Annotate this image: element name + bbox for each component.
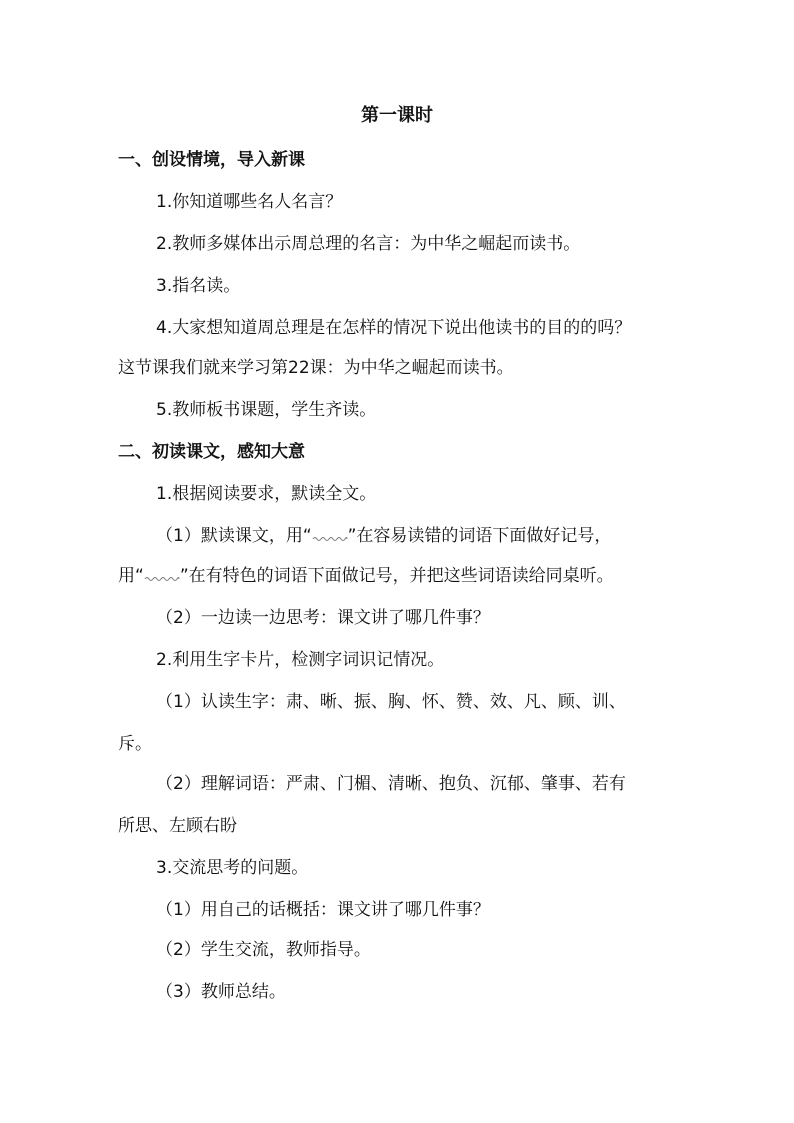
section2-item2-sub1-line1: （1）认读生字：肃、晰、振、胸、怀、赞、效、凡、顾、训、: [156, 692, 626, 712]
wavy-underline-mark: [312, 533, 348, 543]
section1-item1: 1.你知道哪些名人名言？: [156, 192, 343, 212]
section2-item1-sub1-line2: [118, 564, 678, 588]
section2-item3-sub2: （2）学生交流，教师指导。: [156, 940, 371, 960]
wavy-underline-mark: [144, 573, 180, 583]
section2-item1: 1.根据阅读要求，默读全文。: [156, 484, 377, 504]
section1-item2: 2.教师多媒体出示周总理的名言：为中华之崛起而读书。: [156, 234, 581, 254]
sub1-text-b: ”在容易读错的词语下面做好记号，: [347, 526, 612, 546]
section2-heading: 二、初读课文，感知大意: [118, 442, 305, 462]
sub1-text-a: （1）默读课文，用“: [156, 526, 312, 546]
page-title: 第一课时: [361, 105, 433, 126]
section2-item2-sub2-line1: （2）理解词语：严肃、门楣、清晰、抱负、沉郁、肇事、若有: [156, 774, 626, 794]
section1-item3: 3.指名读。: [156, 276, 241, 296]
section2-item2-sub2-line2: 所思、左顾右盼: [118, 816, 237, 836]
section1-item4-line2: 这节课我们就来学习第22课：为中华之崛起而读书。: [118, 358, 514, 378]
section2-item1-sub1-line1: [118, 524, 716, 548]
section1-heading: 一、创设情境，导入新课: [118, 150, 305, 170]
section2-item3-sub3: （3）教师总结。: [156, 982, 286, 1002]
sub1-text-c: 用“: [118, 566, 144, 586]
section2-item3-sub1: （1）用自己的话概括：课文讲了哪几件事？: [156, 900, 490, 920]
section2-item3: 3.交流思考的问题。: [156, 858, 309, 878]
section1-item4-line1: 4.大家想知道周总理是在怎样的情况下说出他读书的目的的吗？: [156, 318, 632, 338]
section2-item2-sub1-line2: 斥。: [118, 734, 152, 754]
section2-item1-sub2: （2）一边读一边思考：课文讲了哪几件事？: [156, 608, 490, 628]
section1-item5: 5.教师板书课题，学生齐读。: [156, 400, 377, 420]
section2-item2: 2.利用生字卡片，检测字词识记情况。: [156, 650, 445, 670]
sub1-text-d: ”在有特色的词语下面做记号，并把这些词语读给同桌听。: [179, 566, 614, 586]
